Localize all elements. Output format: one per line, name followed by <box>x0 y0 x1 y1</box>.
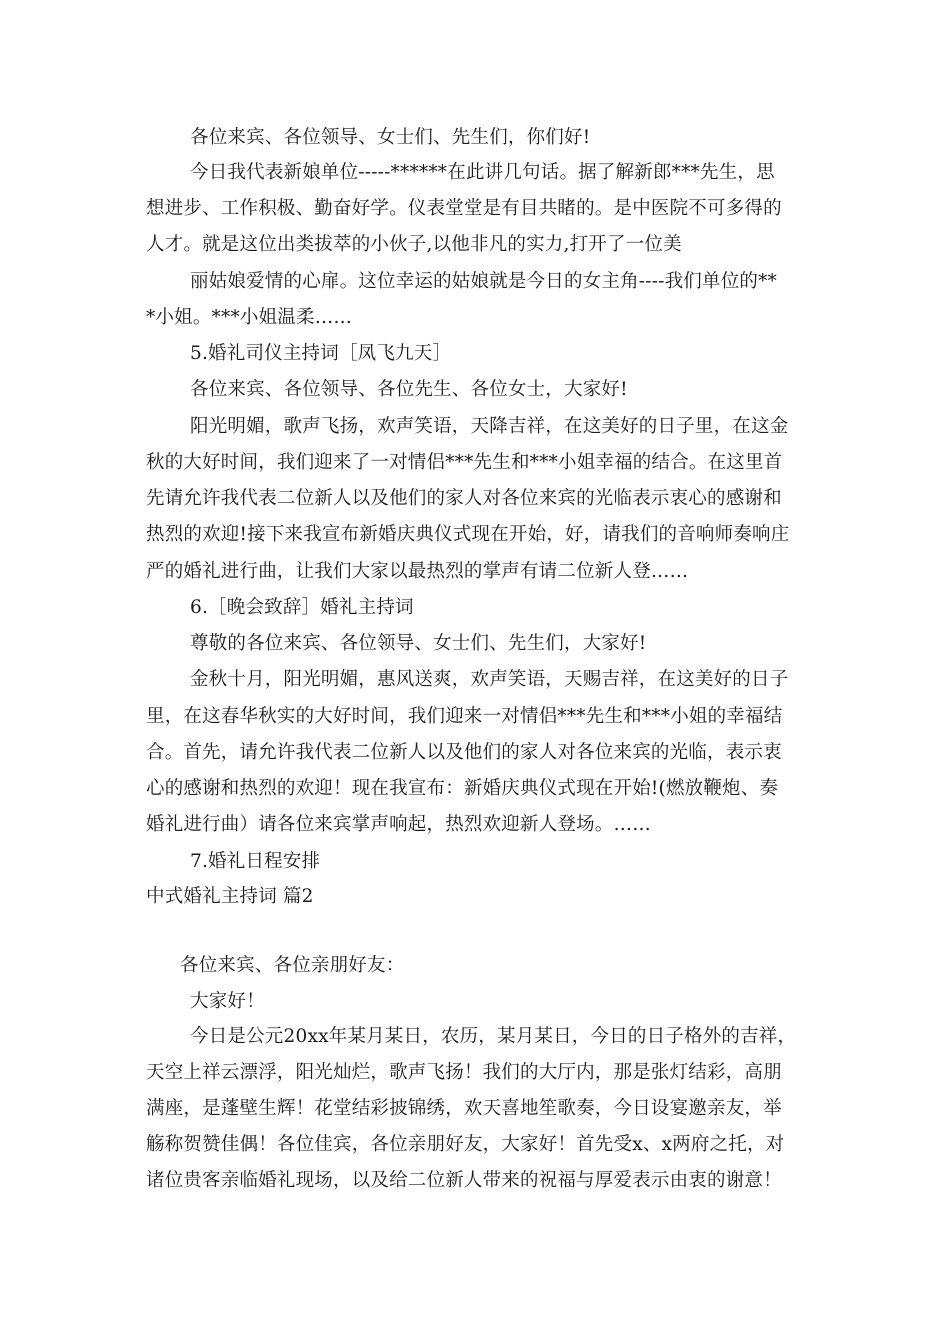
paragraph-line: 严的婚礼进行曲，让我们大家以最热烈的掌声有请二位新人登…… <box>146 561 689 582</box>
section-heading: 5.婚礼司仪主持词［凤飞九天］ <box>190 343 452 364</box>
paragraph-line: 心的感谢和热烈的欢迎！现在我宣布：新婚庆典仪式现在开始!(燃放鞭炮、奏 <box>146 778 779 799</box>
paragraph-line: 诸位贵客亲临婚礼现场，以及给二位新人带来的祝福与厚爱表示由衷的谢意！ <box>146 1170 782 1191</box>
paragraph-line: 各位来宾、各位亲朋好友： <box>180 955 405 976</box>
paragraph-line: 各位来宾、各位领导、各位先生、各位女士，大家好! <box>190 379 628 400</box>
section-title: 中式婚礼主持词 篇2 <box>146 886 314 907</box>
paragraph-line: 阳光明媚，歌声飞扬，欢声笑语，天降吉祥，在这美好的日子里，在这金 <box>190 416 789 437</box>
paragraph-line: 天空上祥云漂浮，阳光灿烂，歌声飞扬！我们的大厅内，那是张灯结彩，高朋 <box>146 1062 782 1083</box>
paragraph-line: 婚礼进行曲）请各位来宾掌声响起，热烈欢迎新人登场。…… <box>146 814 651 835</box>
section-heading: 7.婚礼日程安排 <box>190 851 321 872</box>
paragraph-line: 先请允许我代表二位新人以及他们的家人对各位来宾的光临表示衷心的感谢和 <box>146 488 782 509</box>
paragraph-line: 合。首先，请允许我代表二位新人以及他们的家人对各位来宾的光临，表示衷 <box>146 742 782 763</box>
paragraph-line: 秋的大好时间，我们迎来了一对情侣***先生和***小姐幸福的结合。在这里首 <box>146 452 783 473</box>
paragraph-line: 热烈的欢迎!接下来我宣布新婚庆典仪式现在开始，好，请我们的音响师奏响庄 <box>146 524 790 545</box>
paragraph-line: 尊敬的各位来宾、各位领导、女士们、先生们，大家好! <box>190 633 647 654</box>
paragraph-line: 各位来宾、各位领导、女士们、先生们，你们好! <box>190 127 591 148</box>
paragraph-line: *小姐。***小姐温柔…… <box>146 307 353 328</box>
paragraph-line: 觞称贺赞佳偶！各位佳宾，各位亲朋好友，大家好！首先受x、x两府之托，对 <box>146 1134 785 1155</box>
paragraph-line: 满座，是蓬壁生辉！花堂结彩披锦绣，欢天喜地笙歌奏，今日设宴邀亲友，举 <box>146 1098 782 1119</box>
paragraph-line: 想进步、工作积极、勤奋好学。仪表堂堂是有目共睹的。是中医院不可多得的 <box>146 198 782 219</box>
paragraph-line: 丽姑娘爱情的心扉。这位幸运的姑娘就是今日的女主角----我们单位的** <box>190 271 778 292</box>
paragraph-line: 大家好！ <box>190 991 265 1012</box>
section-heading: 6.［晚会致辞］婚礼主持词 <box>190 597 414 618</box>
paragraph-line: 金秋十月，阳光明媚，惠风送爽，欢声笑语，天赐吉祥，在这美好的日子 <box>190 669 789 690</box>
paragraph-line: 今日我代表新娘单位-----******在此讲几句话。据了解新郎***先生，思 <box>190 162 775 183</box>
paragraph-line: 里，在这春华秋实的大好时间，我们迎来一对情侣***先生和***小姐的幸福结 <box>146 706 783 727</box>
paragraph-line: 今日是公元20xx年某月某日，农历，某月某日，今日的日子格外的吉祥， <box>190 1026 797 1047</box>
paragraph-line: 人才。就是这位出类拔萃的小伙子,以他非凡的实力,打开了一位美 <box>146 234 682 255</box>
